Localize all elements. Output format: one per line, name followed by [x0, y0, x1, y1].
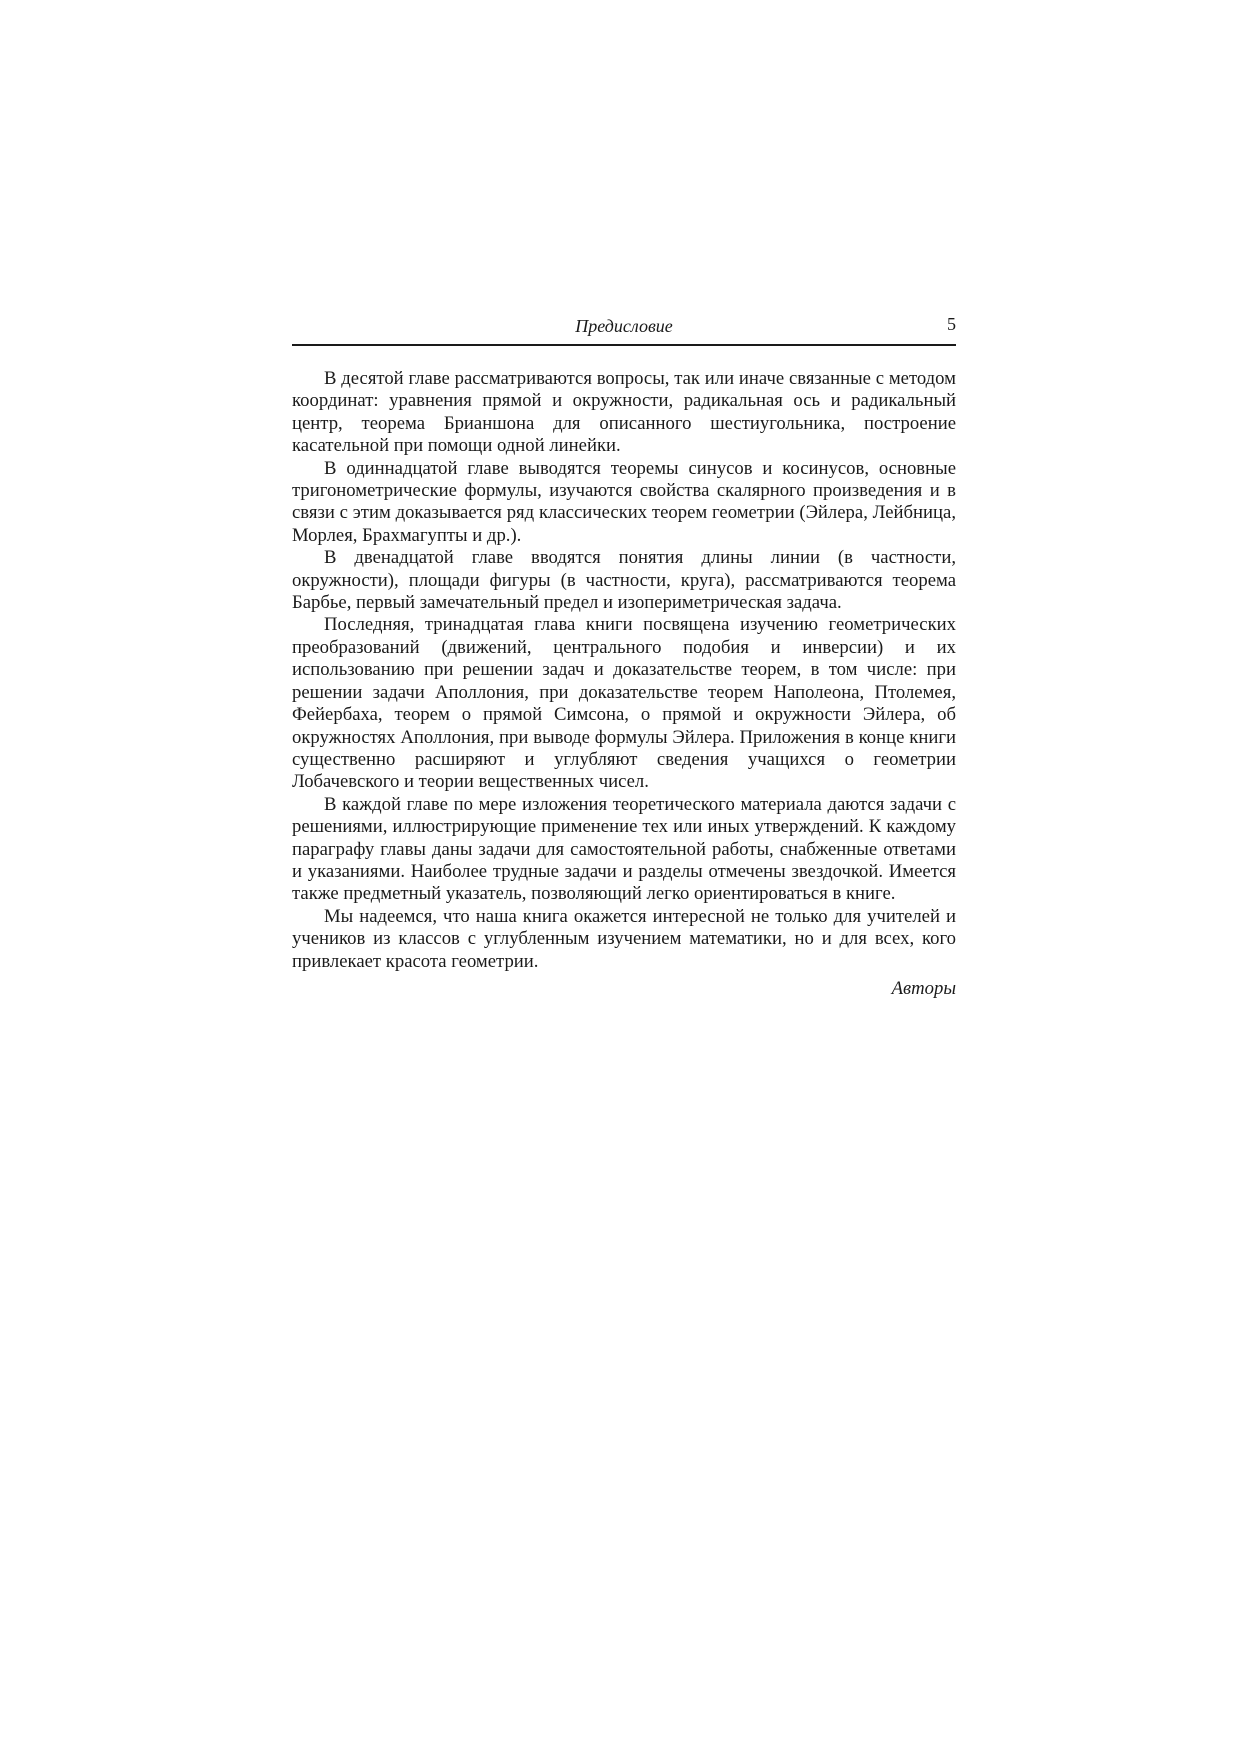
paragraph-chapter-10: В десятой главе рассматриваются вопросы, так или иначе связанные с методом координат: уравнения прямой и окружности, радикальная ось и радикальный центр, теорема Брианшона для описанного шестиугольника, построение касательной при помощи одной линейки. — [292, 368, 956, 457]
paragraph-closing: Мы надеемся, что наша книга окажется интересной не только для учителей и учеников из классов с углубленным изучением математики, но и для всех, кого привлекает красота геометрии. — [292, 905, 956, 972]
paragraph-chapter-13: Последняя, тринадцатая глава книги посвящена изучению геометрических преобразований (движений, центрального подобия и инверсии) и их использованию при решении задач и доказательстве теорем, в том числе: при решении задачи Аполлония, при доказательстве теорем Наполеона, Птолемея, Фейербаха, теорем о прямой Симсона, о прямой и окружности Эйлера, об окружностях Аполлония, при выводе формулы Эйлера. Приложения в конце книги существенно расширяют и углубляют сведения учащихся о геометрии Лобачевского и теории вещественных чисел. — [292, 614, 956, 793]
running-header — [292, 314, 956, 338]
authors-signature: Авторы — [891, 977, 956, 999]
paragraph-problems: В каждой главе по мере изложения теоретического материала даются задачи с решениями, иллюстрирующие применение тех или иных утверждений. К каждому параграфу главы даны задачи для самостоятельной работы, снабженные ответами и указаниями. Наиболее трудные задачи и разделы отмечены звездочкой. Имеется также предметный указатель, позволяющий легко ориентироваться в книге. — [292, 793, 956, 905]
page-number: 5 — [947, 314, 956, 334]
body-text — [292, 368, 956, 1000]
running-title: Предисловие — [575, 316, 673, 336]
paragraph-chapter-11: В одиннадцатой главе выводятся теоремы синусов и косинусов, основные тригонометрические формулы, изучаются свойства скалярного произведения и в связи с этим доказывается ряд классических теорем геометрии (Эйлера, Лейбница, Морлея, Брахмагупты и др.). — [292, 457, 956, 546]
header-rule — [292, 344, 956, 346]
paragraph-chapter-12: В двенадцатой главе вводятся понятия длины линии (в частности, окружности), площади фигуры (в частности, круга), рассматриваются теорема Барбье, первый замечательный предел и изопериметрическая задача. — [292, 547, 956, 614]
page — [292, 314, 956, 1000]
